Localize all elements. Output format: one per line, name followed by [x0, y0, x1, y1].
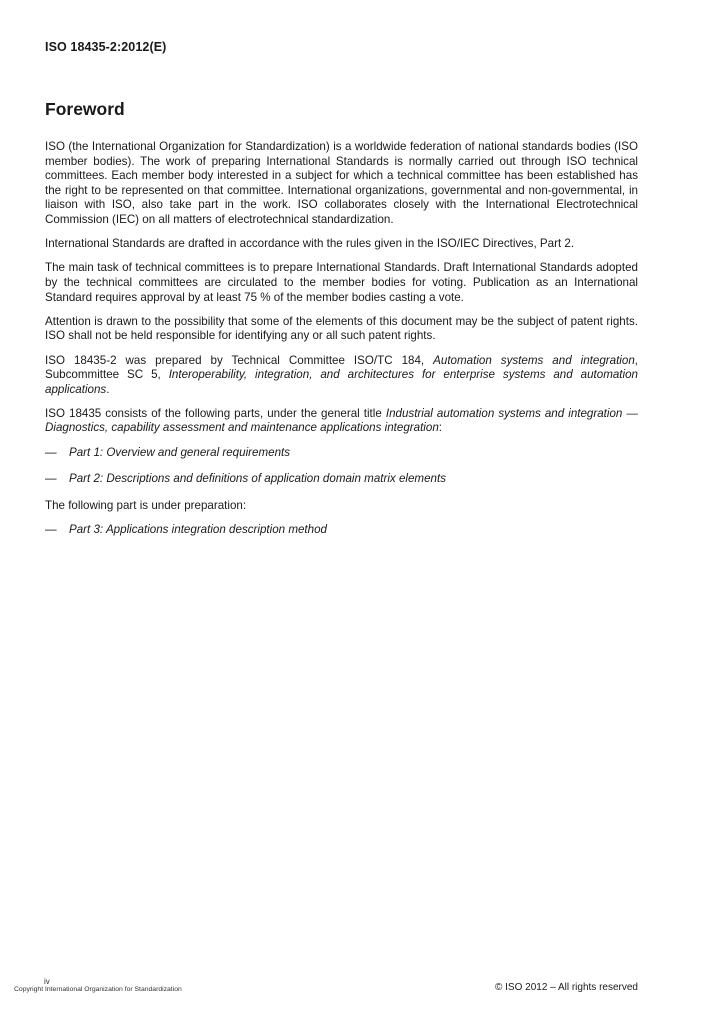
- list-item: [45, 523, 638, 538]
- list-text: Part 3: Applications integration description method: [69, 523, 328, 537]
- list-text: Part 1: Overview and general requirements: [69, 445, 291, 459]
- list-text: Part 2: Descriptions and definitions of application domain matrix elements: [69, 472, 446, 486]
- subcommittee-text: , Subcommittee SC 5,: [45, 353, 639, 382]
- paragraph-committee-task: The main task of technical committees is to prepare International Standards. Draft International Standards adopted by the technical committees are circulated to the member bodies for voting. Publication as an International Standard requires approval by at least 75 % of the member bodies casting a vote.: [45, 261, 638, 304]
- copyright-notice-left: Copyright International Organization for Standardization: [14, 986, 182, 993]
- standard-header: ISO 18435-2:2012(E): [45, 40, 167, 54]
- list-dash: —: [45, 523, 57, 537]
- general-title: Industrial automation systems and integration — Diagnostics, capability assessment and maintenance applications integration: [45, 406, 639, 435]
- list-item: [45, 472, 638, 487]
- parts-intro-end: :: [438, 421, 443, 435]
- prepared-by-end: .: [106, 382, 110, 396]
- section-title: Foreword: [45, 99, 125, 119]
- list-dash: —: [45, 445, 57, 459]
- prepared-by-text: ISO 18435-2 was prepared by Technical Committee ISO/TC 184,: [45, 353, 434, 367]
- copyright-notice-right: © ISO 2012 – All rights reserved: [495, 982, 638, 993]
- list-dash: —: [45, 472, 57, 486]
- paragraph-patent-rights: Attention is drawn to the possibility that some of the elements of this document may be the subject of patent rights. ISO shall not be held responsible for identifying any or all such patent rights.: [45, 314, 638, 343]
- parts-intro-text: ISO 18435 consists of the following parts, under the general title: [45, 406, 386, 420]
- paragraph-prepared-by: [45, 354, 638, 398]
- list-item: [45, 446, 638, 461]
- paragraph-iso-overview: ISO (the International Organization for Standardization) is a worldwide federation of national standards bodies (ISO member bodies). The work of preparing International Standards is normally carried out through ISO technical committees. Each member body interested in a subject for which a technical committee has been established has the right to be represented on that committee. International organizations, governmental and non-governmental, in liaison with ISO, also take part in the work. ISO collaborates closely with the International Electrotechnical Commission (IEC) on all matters of electrotechnical standardization.: [45, 140, 638, 226]
- page-number: iv: [44, 977, 50, 986]
- subcommittee-title: Interoperability, integration, and architectures for enterprise systems and automation applications: [45, 368, 638, 396]
- paragraph-directives: International Standards are drafted in accordance with the rules given in the ISO/IEC Directives, Part 2.: [45, 237, 575, 251]
- committee-title: Automation systems and integration: [433, 353, 635, 367]
- foreword-body: [45, 140, 638, 550]
- paragraph-preparation: The following part is under preparation:: [45, 498, 247, 512]
- paragraph-parts-intro: [45, 407, 638, 436]
